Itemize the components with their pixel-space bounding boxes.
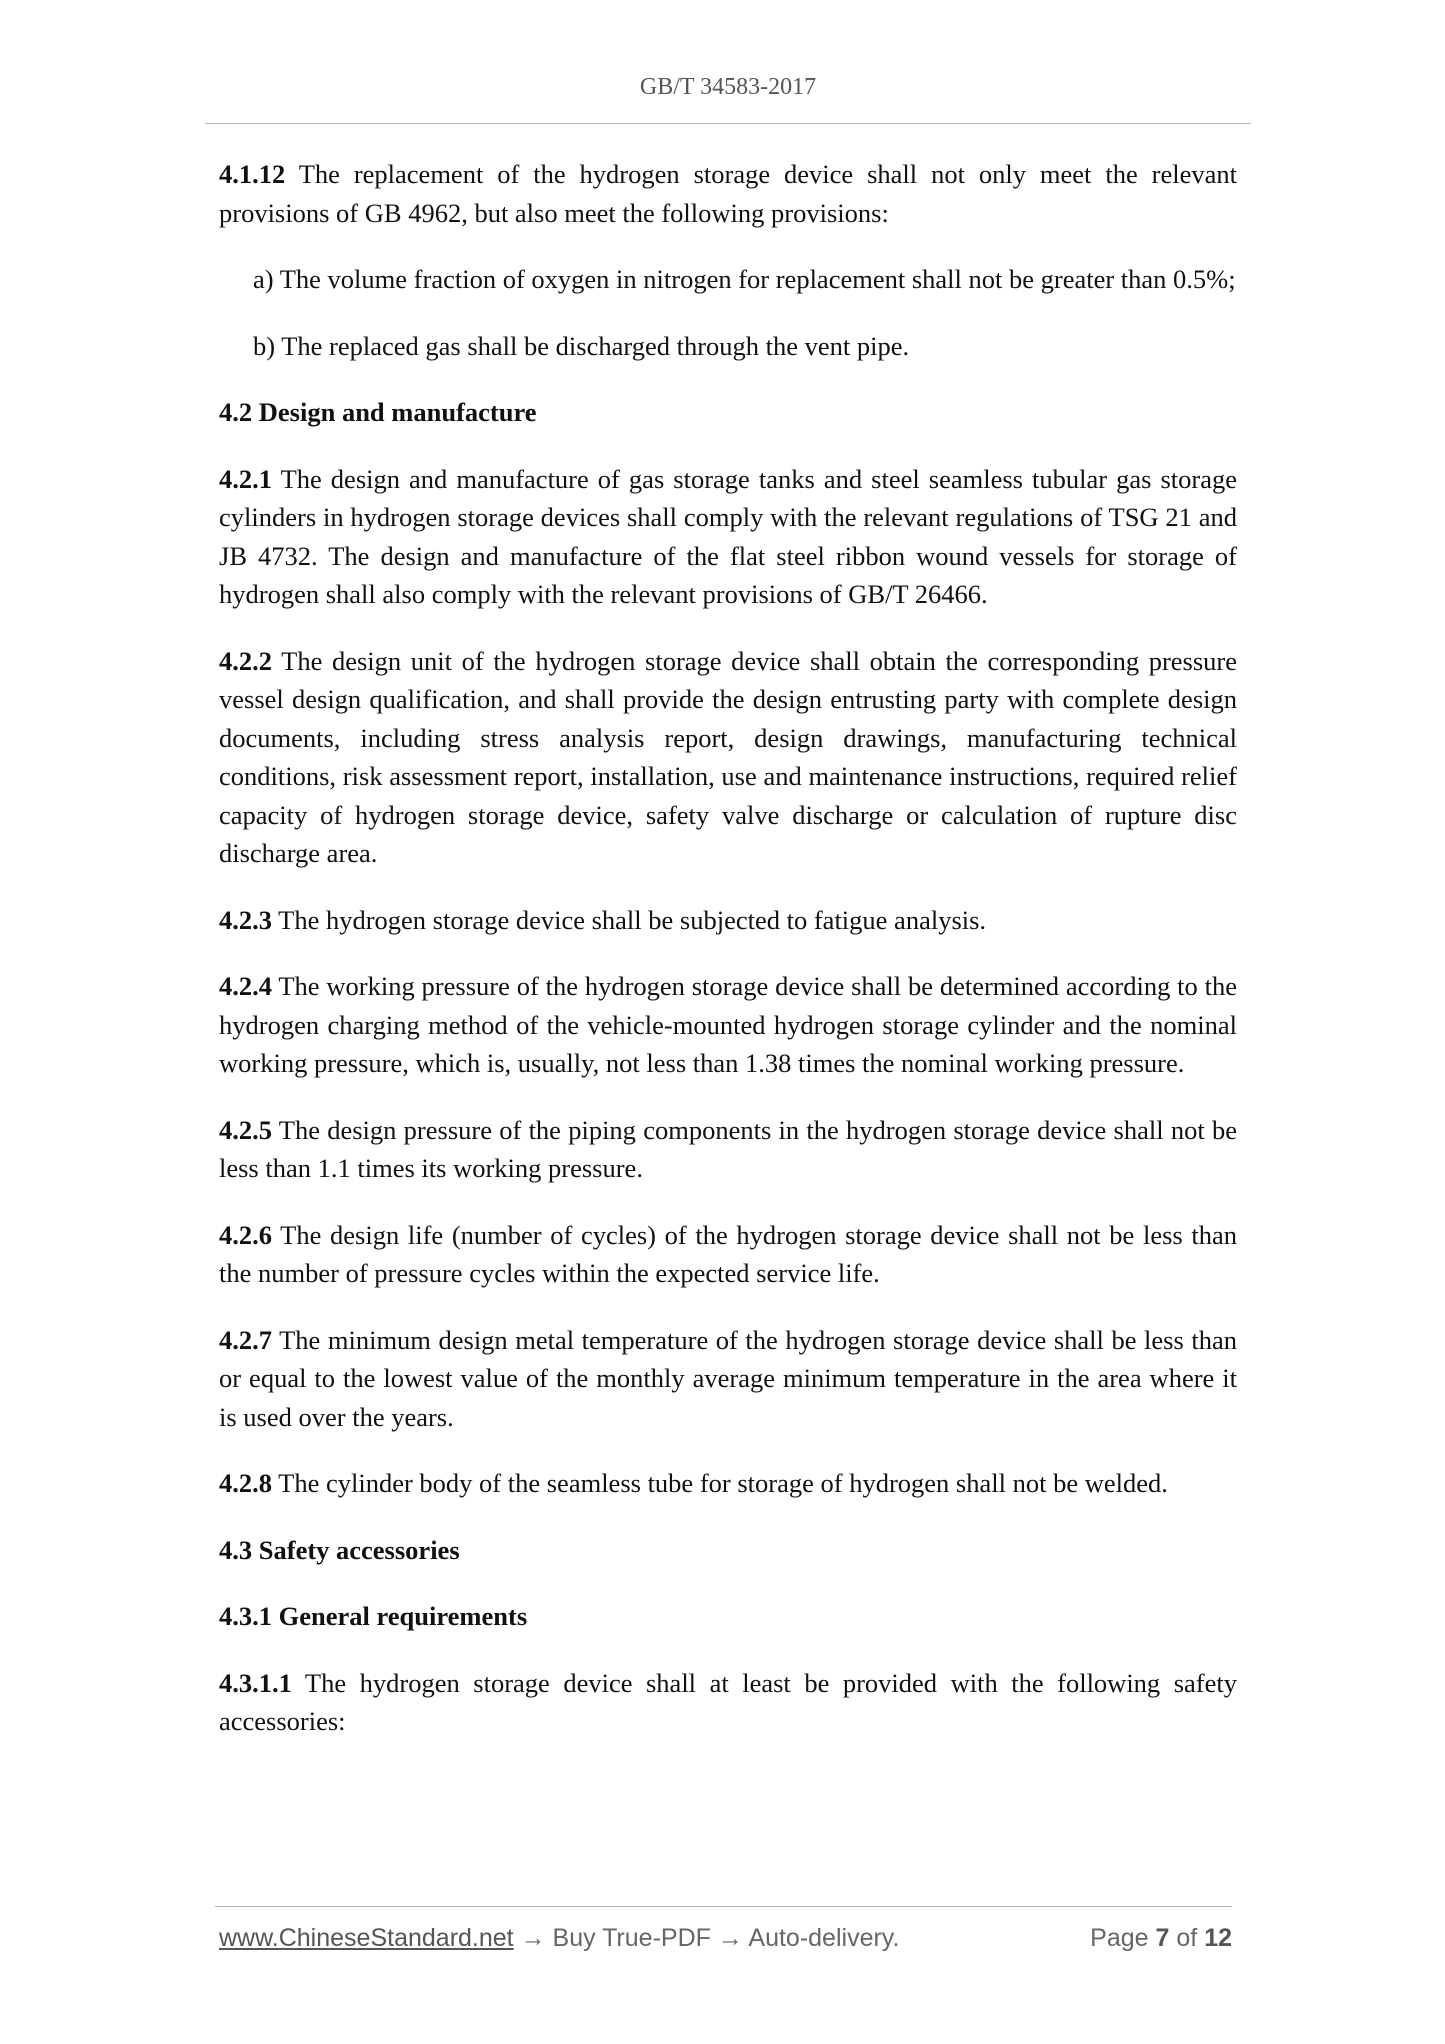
clause-text: The hydrogen storage device shall be subjected to fatigue analysis. xyxy=(272,904,987,935)
clause-4-2-2 xyxy=(219,642,1237,873)
clause-4-2-7 xyxy=(219,1321,1237,1437)
footer-divider xyxy=(215,1906,1232,1907)
clause-4-2-3 xyxy=(219,901,1237,940)
page-number xyxy=(1090,1924,1232,1953)
clause-text: The design pressure of the piping components in the hydrogen storage device shall not be less than 1.1 times its working pressure. xyxy=(219,1114,1237,1183)
list-item-a: a) The volume fraction of oxygen in nitrogen for replacement shall not be greater than 0.5%; xyxy=(253,264,1236,294)
section-heading-4-2: 4.2 Design and manufacture xyxy=(219,397,537,427)
document-body xyxy=(219,155,1237,1741)
clause-text: The hydrogen storage device shall at least be provided with the following safety accessories: xyxy=(219,1667,1237,1736)
page-total: 12 xyxy=(1204,1924,1232,1952)
page-header: GB/T 34583-2017 xyxy=(639,74,817,100)
footer-tagline: → Buy True-PDF → Auto-delivery. xyxy=(513,1924,900,1952)
clause-text: The design and manufacture of gas storage tanks and steel seamless tubular gas storage cylinders in hydrogen storage devices shall comply with the relevant regulations of TSG 21 and JB 4732. The design and manufacture of the flat steel ribbon wound vessels for storage of hydrogen shall also comply with the relevant provisions of GB/T 26466. xyxy=(219,463,1237,609)
clause-4-3-1-1 xyxy=(219,1664,1237,1741)
website-link[interactable]: www.ChineseStandard.net xyxy=(219,1924,514,1952)
clause-number: 4.2.3 xyxy=(219,904,272,935)
header-divider xyxy=(205,123,1251,124)
clause-number: 4.2.5 xyxy=(219,1114,272,1145)
page-label: Page xyxy=(1090,1924,1149,1952)
page-current: 7 xyxy=(1155,1924,1170,1952)
page-of: of xyxy=(1176,1924,1198,1952)
clause-4-1-12 xyxy=(219,155,1237,232)
clause-text: The working pressure of the hydrogen storage device shall be determined according to the hydrogen charging method of the vehicle-mounted hydrogen storage cylinder and the nominal working pressure, which is, usually, not less than 1.38 times the nominal working pressure. xyxy=(219,971,1237,1078)
clause-4-2-4 xyxy=(219,967,1237,1083)
section-heading-4-3-1: 4.3.1 General requirements xyxy=(219,1601,528,1631)
clause-4-2-8 xyxy=(219,1464,1237,1503)
clause-4-2-5 xyxy=(219,1111,1237,1188)
clause-4-2-1 xyxy=(219,460,1237,614)
list-item-b: b) The replaced gas shall be discharged through the vent pipe. xyxy=(253,330,910,361)
clause-number: 4.2.1 xyxy=(219,463,272,494)
clause-number: 4.2.6 xyxy=(219,1219,272,1250)
clause-number: 4.2.8 xyxy=(219,1468,272,1498)
clause-number: 4.1.12 xyxy=(219,159,286,189)
clause-number: 4.2.2 xyxy=(219,645,272,676)
clause-number: 4.3.1.1 xyxy=(219,1667,292,1698)
clause-text: The replacement of the hydrogen storage device shall not only meet the relevant provisions of GB 4962, but also meet the following provisions: xyxy=(219,159,1237,228)
footer-promo xyxy=(219,1924,899,1953)
clause-text: The design life (number of cycles) of the hydrogen storage device shall not be less than the number of pressure cycles within the expected service life. xyxy=(219,1219,1237,1288)
page-footer xyxy=(219,1924,1232,1958)
clause-text: The design unit of the hydrogen storage device shall obtain the corresponding pressure vessel design qualification, and shall provide the design entrusting party with complete design documents, including stress analysis report, design drawings, manufacturing technical conditions, risk assessment report, installation, use and maintenance instructions, required relief capacity of hydrogen storage device, safety valve discharge or calculation of rupture disc discharge area. xyxy=(219,645,1237,868)
clause-text: The minimum design metal temperature of the hydrogen storage device shall be less than or equal to the lowest value of the monthly average minimum temperature in the area where it is used over the years. xyxy=(219,1324,1237,1432)
section-heading-4-3: 4.3 Safety accessories xyxy=(219,1534,460,1565)
clause-4-2-6 xyxy=(219,1216,1237,1293)
clause-number: 4.2.7 xyxy=(219,1324,272,1355)
clause-text: The cylinder body of the seamless tube for storage of hydrogen shall not be welded. xyxy=(272,1468,1168,1498)
clause-number: 4.2.4 xyxy=(219,971,272,1001)
